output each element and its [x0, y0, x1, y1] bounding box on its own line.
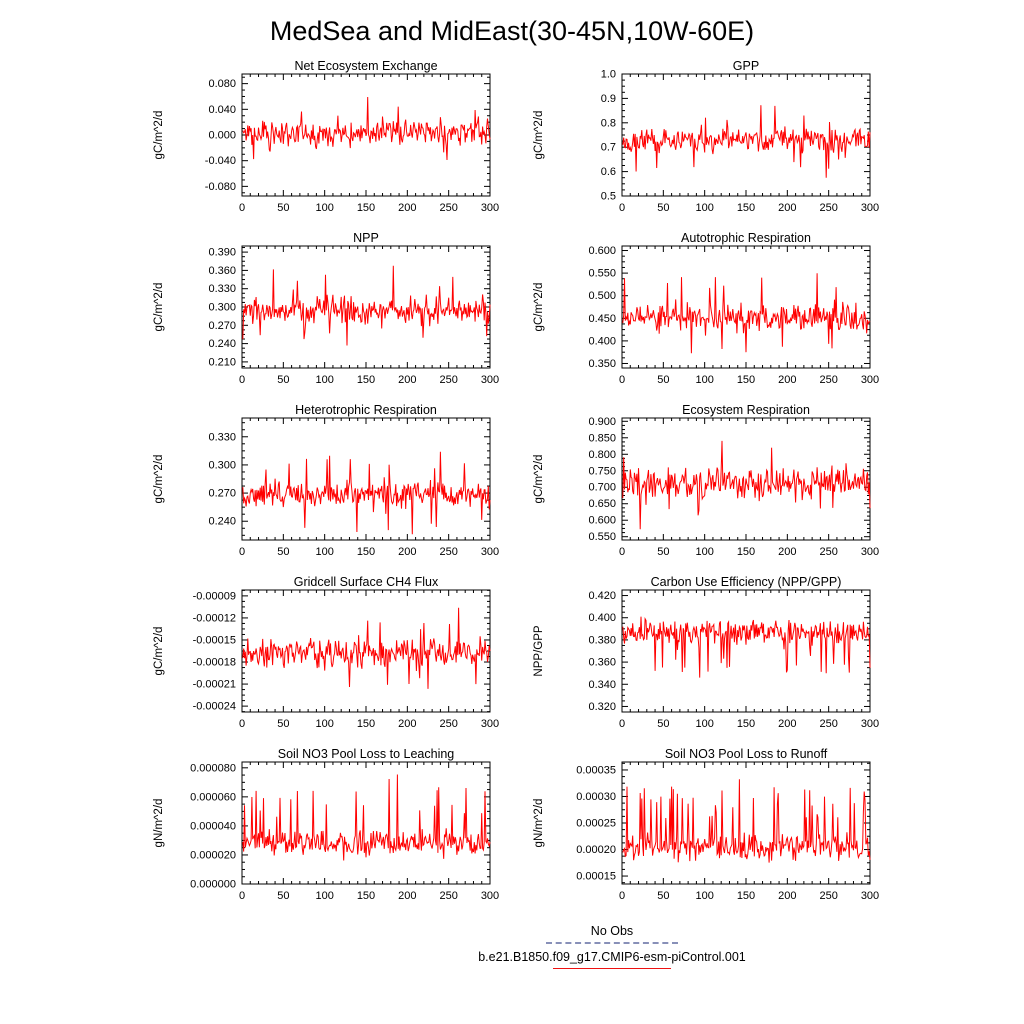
no-obs-label: No Obs: [590, 924, 634, 938]
svg-text:300: 300: [860, 890, 880, 902]
svg-text:250: 250: [819, 374, 838, 386]
svg-text:Soil NO3 Pool Loss to Runoff: Soil NO3 Pool Loss to Runoff: [664, 747, 828, 761]
svg-text:0: 0: [618, 374, 626, 386]
svg-text:0.450: 0.450: [588, 312, 616, 325]
svg-text:-0.00021: -0.00021: [192, 678, 236, 691]
no-obs-dashed-line: [546, 942, 678, 944]
svg-text:1.0: 1.0: [600, 68, 616, 81]
svg-text:0.240: 0.240: [208, 338, 236, 351]
chart-canvas: [132, 402, 512, 574]
charts-grid: [132, 58, 892, 918]
svg-text:250: 250: [439, 374, 458, 386]
svg-text:0.6: 0.6: [600, 166, 616, 179]
svg-text:200: 200: [778, 718, 797, 730]
svg-text:-0.00009: -0.00009: [192, 590, 236, 603]
svg-text:50: 50: [277, 718, 290, 730]
svg-text:gC/m^2/d: gC/m^2/d: [533, 282, 545, 332]
chart-canvas: [512, 402, 892, 574]
svg-text:200: 200: [778, 202, 797, 214]
case-legend-line: [553, 968, 671, 969]
svg-text:Heterotrophic Respiration: Heterotrophic Respiration: [295, 403, 437, 417]
svg-text:100: 100: [695, 374, 714, 386]
svg-text:0.330: 0.330: [208, 431, 236, 444]
svg-text:GPP: GPP: [732, 59, 760, 73]
svg-text:250: 250: [439, 890, 458, 902]
svg-text:0.00015: 0.00015: [576, 870, 616, 883]
svg-text:150: 150: [356, 890, 376, 902]
svg-text:0: 0: [618, 202, 626, 214]
svg-text:200: 200: [778, 374, 797, 386]
svg-text:gN/m^2/d: gN/m^2/d: [153, 798, 165, 848]
chart-canvas: [132, 574, 512, 746]
svg-text:50: 50: [277, 890, 290, 902]
svg-text:300: 300: [480, 546, 500, 558]
case-label: b.e21.B1850.f09_g17.CMIP6-esm-piControl.001: [478, 950, 746, 964]
svg-text:50: 50: [657, 546, 670, 558]
svg-text:100: 100: [315, 718, 334, 730]
svg-text:250: 250: [819, 546, 838, 558]
svg-text:0.550: 0.550: [588, 531, 616, 544]
svg-text:-0.00024: -0.00024: [192, 700, 236, 713]
svg-text:100: 100: [315, 890, 334, 902]
svg-text:0.650: 0.650: [588, 498, 616, 511]
svg-text:Autotrophic Respiration: Autotrophic Respiration: [681, 231, 811, 245]
svg-text:0.040: 0.040: [208, 103, 236, 116]
svg-text:0: 0: [238, 546, 246, 558]
chart-heterotrophic-respiration: [132, 402, 512, 574]
chart-net-ecosystem-exchange: [132, 58, 512, 230]
svg-text:Soil NO3 Pool Loss to Leaching: Soil NO3 Pool Loss to Leaching: [277, 747, 455, 761]
svg-text:0.00025: 0.00025: [576, 817, 616, 830]
svg-text:0.330: 0.330: [208, 283, 236, 296]
svg-text:0.800: 0.800: [588, 448, 616, 461]
svg-text:250: 250: [439, 546, 458, 558]
svg-text:100: 100: [315, 546, 334, 558]
svg-text:0: 0: [618, 546, 626, 558]
svg-text:gC/m^2/d: gC/m^2/d: [153, 626, 165, 676]
chart-canvas: [512, 746, 892, 918]
svg-text:0.360: 0.360: [208, 264, 236, 277]
svg-text:NPP/GPP: NPP/GPP: [533, 625, 545, 677]
svg-text:200: 200: [778, 546, 797, 558]
svg-text:0.850: 0.850: [588, 432, 616, 445]
chart-canvas: [512, 574, 892, 746]
svg-text:150: 150: [356, 202, 376, 214]
svg-text:150: 150: [736, 890, 756, 902]
chart-ecosystem-respiration: [512, 402, 892, 574]
svg-text:0.00030: 0.00030: [576, 790, 616, 803]
page-title: MedSea and MidEast(30-45N,10W-60E): [269, 16, 755, 46]
chart-gridcell-surface-ch4-flux: [132, 574, 512, 746]
svg-text:250: 250: [439, 202, 458, 214]
svg-text:150: 150: [356, 374, 376, 386]
svg-text:0.700: 0.700: [588, 481, 616, 494]
svg-text:0.00035: 0.00035: [576, 764, 616, 777]
svg-text:250: 250: [819, 718, 838, 730]
svg-text:50: 50: [277, 202, 290, 214]
svg-text:300: 300: [480, 718, 500, 730]
svg-text:100: 100: [315, 374, 334, 386]
svg-text:Carbon Use Efficiency (NPP/GPP: Carbon Use Efficiency (NPP/GPP): [650, 575, 842, 589]
svg-text:gC/m^2/d: gC/m^2/d: [153, 454, 165, 504]
svg-text:0: 0: [618, 890, 626, 902]
svg-text:0.380: 0.380: [588, 634, 616, 647]
svg-text:0.400: 0.400: [588, 335, 616, 348]
svg-text:-0.00015: -0.00015: [192, 634, 236, 647]
svg-text:150: 150: [736, 202, 756, 214]
svg-text:NPP: NPP: [353, 231, 379, 245]
svg-text:gC/m^2/d: gC/m^2/d: [533, 454, 545, 504]
svg-text:0: 0: [618, 718, 626, 730]
svg-text:150: 150: [736, 718, 756, 730]
svg-text:-0.040: -0.040: [204, 155, 236, 168]
svg-text:200: 200: [398, 546, 417, 558]
svg-text:150: 150: [736, 374, 756, 386]
svg-text:0.350: 0.350: [588, 357, 616, 370]
svg-text:300: 300: [480, 374, 500, 386]
svg-text:50: 50: [657, 374, 670, 386]
svg-text:150: 150: [356, 546, 376, 558]
svg-text:0.210: 0.210: [208, 356, 236, 369]
chart-canvas: [132, 746, 512, 918]
svg-text:300: 300: [480, 890, 500, 902]
svg-text:0: 0: [238, 890, 246, 902]
chart-canvas: [132, 58, 512, 230]
svg-text:0.420: 0.420: [588, 590, 616, 603]
svg-text:100: 100: [695, 718, 714, 730]
chart-carbon-use-efficiency: [512, 574, 892, 746]
svg-text:50: 50: [657, 718, 670, 730]
svg-text:0.000040: 0.000040: [190, 820, 236, 833]
svg-text:0.080: 0.080: [208, 78, 236, 91]
svg-text:0.300: 0.300: [208, 459, 236, 472]
svg-text:gC/m^2/d: gC/m^2/d: [533, 110, 545, 160]
chart-npp: [132, 230, 512, 402]
svg-text:0.000000: 0.000000: [190, 878, 236, 891]
svg-text:0.000020: 0.000020: [190, 849, 236, 862]
svg-text:200: 200: [398, 202, 417, 214]
svg-text:0.600: 0.600: [588, 514, 616, 527]
svg-text:50: 50: [277, 546, 290, 558]
svg-text:0: 0: [238, 718, 246, 730]
svg-text:50: 50: [657, 890, 670, 902]
svg-text:150: 150: [736, 546, 756, 558]
svg-text:300: 300: [860, 202, 880, 214]
svg-text:Gridcell Surface CH4 Flux: Gridcell Surface CH4 Flux: [293, 575, 439, 589]
chart-soil-no3-pool-loss-to-runoff: [512, 746, 892, 918]
svg-text:0.390: 0.390: [208, 246, 236, 259]
svg-text:0.320: 0.320: [588, 700, 616, 713]
svg-text:0.5: 0.5: [600, 190, 616, 203]
svg-text:0.270: 0.270: [208, 487, 236, 500]
svg-text:0.8: 0.8: [600, 117, 616, 130]
svg-text:0.340: 0.340: [588, 678, 616, 691]
svg-text:250: 250: [819, 890, 838, 902]
svg-text:50: 50: [277, 374, 290, 386]
svg-text:-0.00012: -0.00012: [192, 612, 236, 625]
svg-text:200: 200: [778, 890, 797, 902]
svg-text:gC/m^2/d: gC/m^2/d: [153, 282, 165, 332]
svg-text:gN/m^2/d: gN/m^2/d: [533, 798, 545, 848]
svg-text:Net Ecosystem Exchange: Net Ecosystem Exchange: [294, 59, 438, 73]
svg-text:200: 200: [398, 374, 417, 386]
chart-canvas: [512, 230, 892, 402]
svg-text:0.000060: 0.000060: [190, 791, 236, 804]
svg-text:300: 300: [860, 374, 880, 386]
svg-text:300: 300: [860, 718, 880, 730]
svg-text:0.270: 0.270: [208, 319, 236, 332]
svg-text:0.550: 0.550: [588, 267, 616, 280]
svg-text:0.7: 0.7: [600, 141, 616, 154]
svg-text:300: 300: [480, 202, 500, 214]
svg-text:0.500: 0.500: [588, 290, 616, 303]
svg-text:0.400: 0.400: [588, 612, 616, 625]
svg-text:-0.080: -0.080: [204, 180, 236, 193]
svg-text:100: 100: [695, 546, 714, 558]
svg-text:250: 250: [819, 202, 838, 214]
svg-text:100: 100: [695, 890, 714, 902]
svg-text:150: 150: [356, 718, 376, 730]
svg-text:0.900: 0.900: [588, 415, 616, 428]
chart-soil-no3-pool-loss-to-leaching: [132, 746, 512, 918]
svg-text:0.600: 0.600: [588, 245, 616, 258]
svg-text:Ecosystem Respiration: Ecosystem Respiration: [682, 403, 810, 417]
svg-text:0.750: 0.750: [588, 465, 616, 478]
svg-text:100: 100: [315, 202, 334, 214]
chart-canvas: [132, 230, 512, 402]
svg-text:0.360: 0.360: [588, 656, 616, 669]
svg-text:50: 50: [657, 202, 670, 214]
svg-text:200: 200: [398, 890, 417, 902]
svg-text:gC/m^2/d: gC/m^2/d: [153, 110, 165, 160]
svg-text:0.000080: 0.000080: [190, 762, 236, 775]
svg-text:0.300: 0.300: [208, 301, 236, 314]
chart-canvas: [512, 58, 892, 230]
chart-autotrophic-respiration: [512, 230, 892, 402]
svg-text:100: 100: [695, 202, 714, 214]
svg-text:0: 0: [238, 202, 246, 214]
svg-text:0: 0: [238, 374, 246, 386]
svg-text:250: 250: [439, 718, 458, 730]
legend: [0, 924, 1024, 969]
svg-text:200: 200: [398, 718, 417, 730]
svg-text:0.240: 0.240: [208, 515, 236, 528]
chart-gpp: [512, 58, 892, 230]
svg-text:0.9: 0.9: [600, 92, 616, 105]
legend-inner: [478, 924, 746, 969]
svg-text:0.000: 0.000: [208, 129, 236, 142]
svg-text:-0.00018: -0.00018: [192, 656, 236, 669]
svg-text:300: 300: [860, 546, 880, 558]
svg-text:0.00020: 0.00020: [576, 844, 616, 857]
